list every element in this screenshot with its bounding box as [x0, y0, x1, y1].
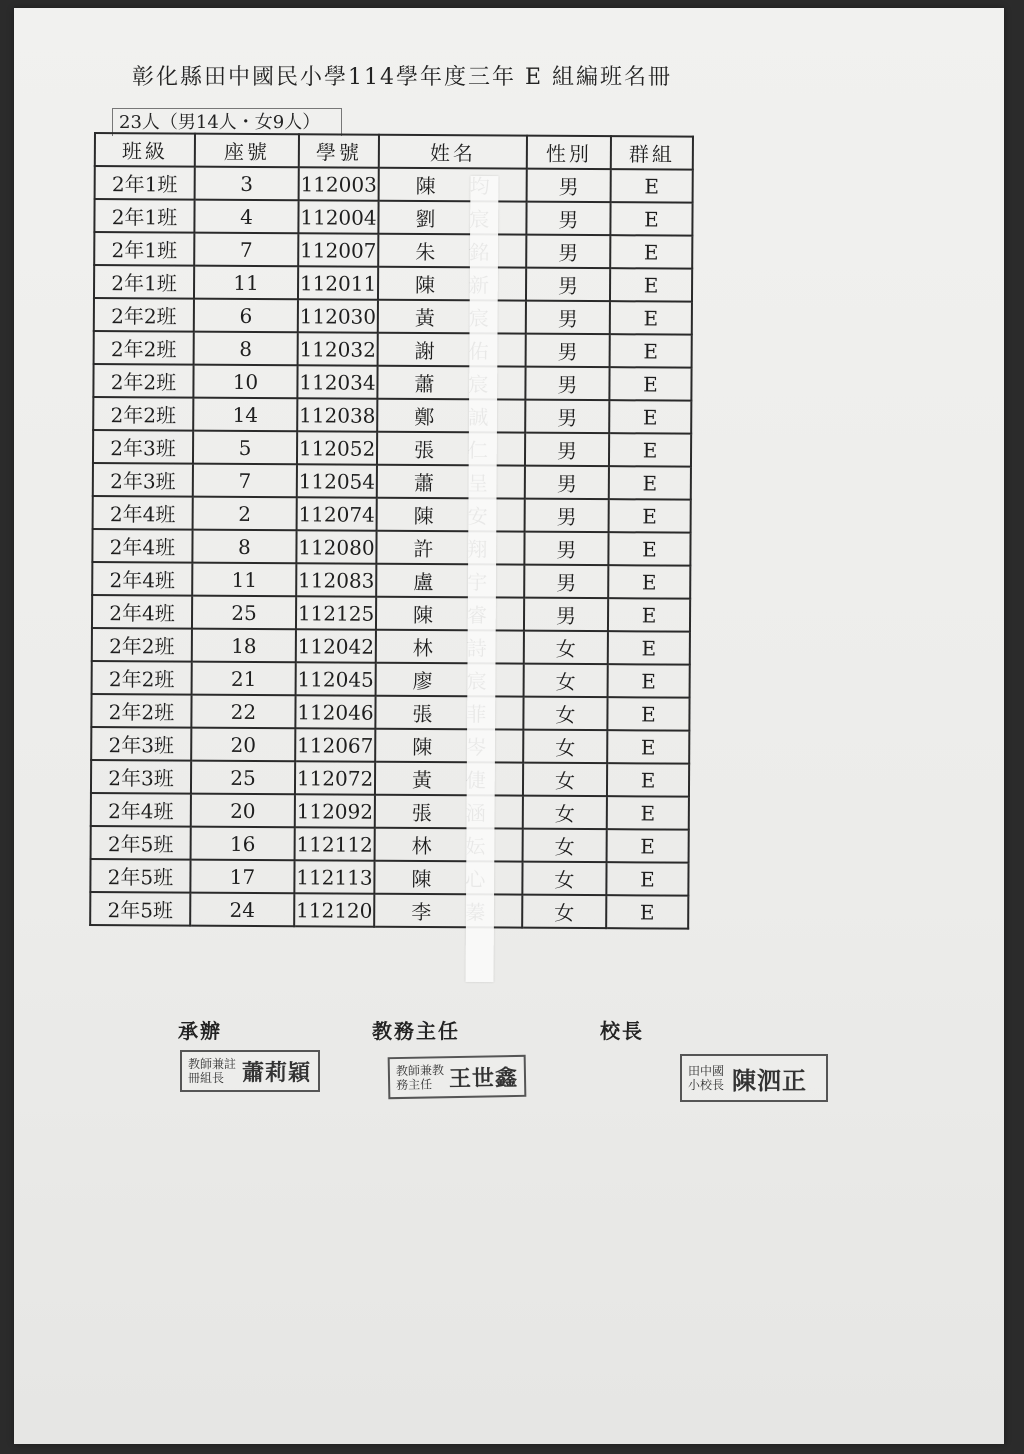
cell-group: E: [609, 367, 691, 401]
cell-group: E: [609, 400, 691, 434]
handler-stamp-title: 教師兼註冊組長: [188, 1057, 237, 1085]
cell-name: [377, 399, 525, 433]
cell-seat: 20: [191, 794, 295, 828]
cell-name: [378, 201, 526, 235]
name-surname: 蕭: [413, 470, 434, 496]
name-surname: 蕭: [414, 371, 435, 397]
cell-group: E: [607, 796, 689, 830]
name-surname: 陳: [414, 272, 436, 298]
cell-gender: 女: [523, 730, 607, 764]
cell-gender: 男: [526, 268, 610, 302]
header-seat: 座號: [195, 134, 299, 168]
cell-student-id: 112067: [295, 728, 375, 761]
table-row: [93, 430, 691, 467]
table-row: [94, 298, 692, 335]
table-row: [91, 826, 689, 863]
cell-class: 2年1班: [94, 265, 194, 299]
cell-student-id: 112092: [295, 794, 375, 827]
cell-student-id: 112112: [295, 827, 375, 860]
cell-seat: 25: [192, 596, 296, 630]
cell-name: [375, 795, 523, 829]
header-gender: 性別: [527, 136, 611, 170]
cell-gender: 男: [524, 565, 608, 599]
table-row: [92, 628, 690, 665]
cell-seat: 11: [192, 563, 296, 597]
student-count: 23人（男14人・女9人）: [112, 108, 342, 136]
cell-name: [376, 564, 524, 598]
cell-seat: 3: [195, 167, 299, 201]
cell-student-id: 112120: [294, 893, 374, 926]
cell-class: 2年5班: [91, 826, 191, 860]
cell-class: 2年1班: [94, 199, 194, 233]
cell-gender: 女: [523, 829, 607, 863]
cell-seat: 20: [191, 728, 295, 762]
cell-group: E: [609, 433, 691, 467]
cell-student-id: 112054: [297, 464, 377, 497]
cell-seat: 14: [193, 398, 297, 432]
table-row: [94, 232, 692, 269]
table-header-row: [95, 133, 693, 170]
table-row: [95, 166, 693, 203]
cell-gender: 女: [523, 697, 607, 731]
header-student-id: 學號: [299, 134, 379, 167]
cell-gender: 男: [526, 235, 610, 269]
cell-group: E: [610, 268, 692, 302]
cell-name: [378, 234, 526, 268]
cell-class: 2年4班: [92, 562, 192, 596]
cell-class: 2年2班: [94, 331, 194, 365]
cell-class: 2年4班: [91, 793, 191, 827]
cell-group: E: [607, 829, 689, 863]
cell-group: E: [608, 598, 690, 632]
name-surname: 張: [411, 800, 432, 826]
principal-label: 校長: [600, 1019, 644, 1043]
principal-stamp-title: 田中國小校長: [688, 1064, 725, 1092]
cell-class: 2年3班: [93, 430, 193, 464]
cell-gender: 男: [526, 334, 610, 368]
cell-seat: 6: [194, 299, 298, 333]
cell-student-id: 112032: [298, 332, 378, 365]
table-row: [91, 760, 689, 797]
name-surname: 陳: [412, 734, 433, 760]
cell-group: E: [606, 895, 688, 929]
cell-name: [379, 168, 527, 202]
cell-group: E: [607, 697, 689, 731]
cell-seat: 4: [194, 200, 298, 234]
table-row: [92, 661, 690, 698]
cell-name: [378, 267, 526, 301]
table-row: [93, 463, 691, 500]
cell-group: E: [608, 565, 690, 599]
cell-group: E: [608, 664, 690, 698]
name-surname: 張: [412, 701, 433, 727]
cell-student-id: 112072: [295, 761, 375, 794]
name-surname: 謝: [414, 338, 435, 364]
cell-group: E: [607, 730, 689, 764]
cell-student-id: 112113: [294, 860, 374, 893]
cell-class: 2年3班: [93, 463, 193, 497]
cell-gender: 女: [522, 862, 606, 896]
cell-class: 2年2班: [94, 298, 194, 332]
cell-gender: 男: [526, 301, 610, 335]
table-row: [93, 397, 691, 434]
principal-stamp-name: 陳泗正: [732, 1065, 807, 1095]
cell-gender: 男: [525, 466, 609, 500]
handler-label: 承辦: [178, 1019, 222, 1043]
table-row: [92, 595, 690, 632]
cell-group: E: [609, 466, 691, 500]
table-row: [92, 562, 690, 599]
cell-student-id: 112125: [296, 596, 376, 629]
name-surname: 陳: [411, 866, 432, 892]
cell-gender: 男: [525, 400, 609, 434]
document-title: 彰化縣田中國民小學114學年度三年 E 組編班名冊: [132, 65, 673, 90]
cell-gender: 男: [525, 433, 609, 467]
table-row: [94, 331, 692, 368]
table-row: [92, 529, 690, 566]
cell-student-id: 112045: [296, 662, 376, 695]
cell-name: [376, 597, 524, 631]
name-surname: 林: [412, 635, 433, 661]
cell-seat: 8: [194, 332, 298, 366]
cell-name: [377, 366, 525, 400]
cell-student-id: 112046: [295, 695, 375, 728]
table-row: [91, 793, 689, 830]
cell-name: [375, 828, 523, 862]
cell-class: 2年3班: [91, 727, 191, 761]
principal-stamp: [680, 1054, 828, 1102]
name-surname: 李: [411, 899, 432, 925]
cell-gender: 男: [524, 598, 608, 632]
cell-seat: 5: [193, 431, 297, 465]
cell-name: [377, 498, 525, 532]
director-label: 教務主任: [372, 1019, 460, 1043]
header-group: 群組: [611, 136, 693, 170]
cell-group: E: [610, 202, 692, 236]
cell-class: 2年2班: [92, 628, 192, 662]
name-surname: 陳: [415, 173, 436, 199]
cell-gender: 男: [525, 499, 609, 533]
cell-class: 2年2班: [91, 694, 191, 728]
cell-student-id: 112080: [296, 530, 376, 563]
cell-student-id: 112011: [298, 266, 378, 299]
cell-gender: 女: [524, 664, 608, 698]
cell-name: [375, 762, 523, 796]
cell-group: E: [608, 631, 690, 665]
cell-name: [377, 432, 525, 466]
cell-student-id: 112007: [298, 233, 378, 266]
cell-class: 2年1班: [95, 166, 195, 200]
director-stamp-name: 王世鑫: [448, 1064, 519, 1092]
cell-class: 2年4班: [92, 595, 192, 629]
name-surname: 黃: [414, 305, 435, 331]
cell-student-id: 112030: [298, 299, 378, 332]
director-stamp: [388, 1055, 527, 1099]
cell-student-id: 112042: [296, 629, 376, 662]
table-row: [90, 892, 688, 929]
cell-student-id: 112003: [299, 167, 379, 200]
cell-class: 2年2班: [92, 661, 192, 695]
name-surname: 張: [413, 437, 435, 463]
cell-name: [375, 729, 523, 763]
masking-tape-strip: [466, 176, 499, 982]
table-row: [93, 364, 691, 401]
cell-student-id: 112083: [296, 563, 376, 596]
cell-name: [376, 630, 524, 664]
cell-name: [377, 465, 525, 499]
cell-seat: 24: [190, 893, 294, 927]
table-row: [94, 265, 692, 302]
cell-student-id: 112074: [297, 497, 377, 530]
cell-class: 2年2班: [93, 397, 193, 431]
cell-class: 2年2班: [93, 364, 193, 398]
cell-name: [378, 300, 526, 334]
cell-class: 2年3班: [91, 760, 191, 794]
cell-seat: 8: [192, 530, 296, 564]
cell-class: 2年5班: [90, 892, 190, 926]
cell-group: E: [608, 532, 690, 566]
cell-class: 2年1班: [94, 232, 194, 266]
cell-name: [378, 333, 526, 367]
cell-student-id: 112004: [298, 200, 378, 233]
cell-group: E: [611, 169, 693, 203]
table-row: [90, 859, 688, 896]
cell-gender: 女: [523, 796, 607, 830]
cell-gender: 男: [526, 202, 610, 236]
cell-name: [376, 531, 524, 565]
cell-gender: 女: [524, 631, 608, 665]
cell-group: E: [610, 334, 692, 368]
name-surname: 林: [411, 833, 432, 859]
cell-gender: 男: [524, 532, 608, 566]
cell-name: [374, 894, 522, 928]
cell-seat: 11: [194, 266, 298, 300]
cell-gender: 男: [527, 169, 611, 203]
cell-seat: 10: [193, 365, 297, 399]
cell-gender: 女: [523, 763, 607, 797]
handler-stamp: [180, 1050, 320, 1092]
handler-stamp-name: 蕭莉穎: [242, 1059, 312, 1086]
cell-seat: 2: [193, 497, 297, 531]
name-surname: 陳: [412, 602, 434, 628]
cell-group: E: [607, 763, 689, 797]
cell-class: 2年4班: [93, 496, 193, 530]
cell-group: E: [610, 235, 692, 269]
cell-seat: 25: [191, 761, 295, 795]
table-row: [94, 199, 692, 236]
cell-seat: 17: [190, 860, 294, 894]
table-row: [91, 727, 689, 764]
cell-group: E: [610, 301, 692, 335]
name-surname: 許: [413, 536, 434, 562]
cell-name: [376, 663, 524, 697]
name-surname: 盧: [413, 569, 434, 595]
cell-seat: 18: [192, 629, 296, 663]
name-surname: 鄭: [414, 404, 435, 430]
cell-student-id: 112038: [297, 398, 377, 431]
cell-seat: 7: [194, 233, 298, 267]
cell-seat: 21: [192, 662, 296, 696]
cell-student-id: 112034: [297, 365, 377, 398]
cell-class: 2年4班: [92, 529, 192, 563]
header-name: 姓名: [379, 135, 527, 169]
cell-group: E: [606, 862, 688, 896]
header-class: 班級: [95, 133, 195, 167]
director-stamp-title: 教師兼教務主任: [395, 1063, 445, 1093]
name-surname: 陳: [413, 503, 434, 529]
cell-student-id: 112052: [297, 431, 377, 464]
cell-seat: 16: [191, 827, 295, 861]
cell-class: 2年5班: [90, 859, 190, 893]
cell-name: [374, 861, 522, 895]
name-surname: 劉: [415, 206, 436, 232]
name-surname: 廖: [412, 668, 433, 694]
name-surname: 朱: [415, 239, 436, 265]
cell-seat: 22: [191, 695, 295, 729]
table-row: [93, 496, 691, 533]
cell-group: E: [609, 499, 691, 533]
cell-gender: 女: [522, 895, 606, 929]
cell-seat: 7: [193, 464, 297, 498]
cell-gender: 男: [525, 367, 609, 401]
cell-name: [375, 696, 523, 730]
roster-table: [89, 132, 694, 930]
name-surname: 黃: [411, 767, 433, 793]
table-row: [91, 694, 689, 731]
